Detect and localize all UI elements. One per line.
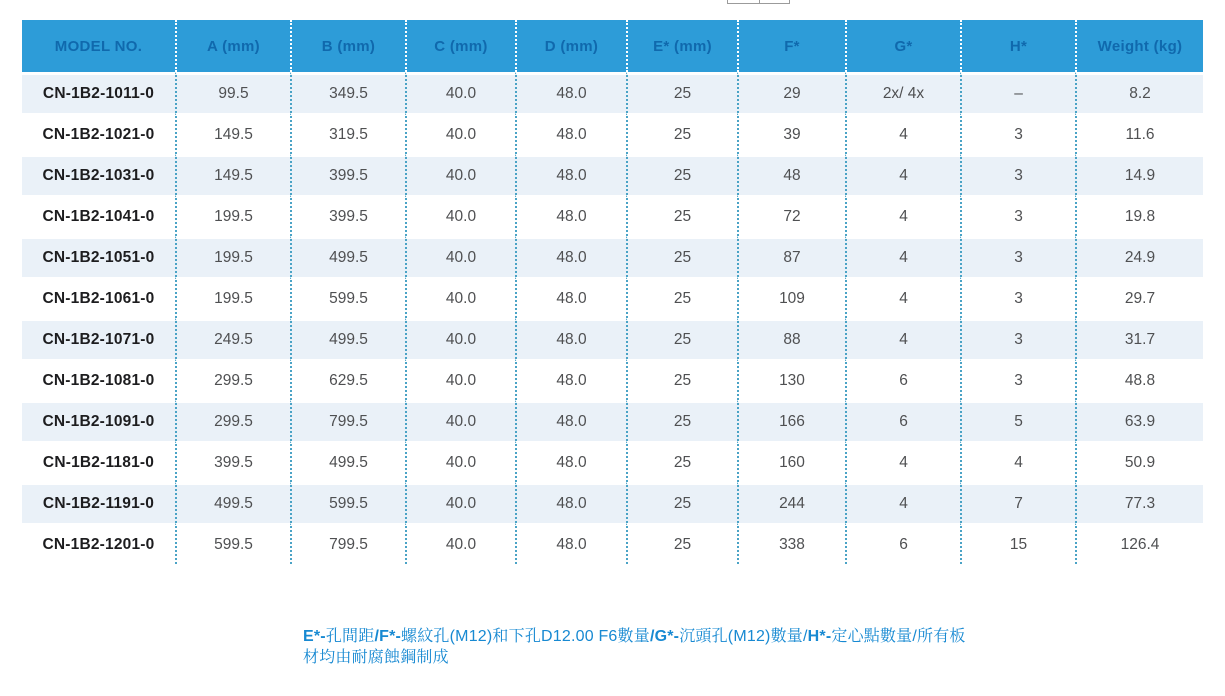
value-cell: 249.5 — [175, 318, 290, 359]
column-header-d: D (mm) — [515, 20, 626, 72]
model-cell: CN-1B2-1041-0 — [22, 195, 175, 236]
footnote-segment: / — [803, 628, 808, 645]
value-cell: 4 — [845, 482, 960, 523]
footnote-segment: F*- — [379, 628, 402, 645]
model-cell: CN-1B2-1061-0 — [22, 277, 175, 318]
value-cell: 48.0 — [515, 236, 626, 277]
footnote-segment: E*- — [303, 628, 326, 645]
cropped-diagram-divider — [759, 0, 760, 3]
value-cell: 77.3 — [1075, 482, 1203, 523]
table-row — [22, 523, 1203, 564]
value-cell: 299.5 — [175, 359, 290, 400]
model-cell: CN-1B2-1081-0 — [22, 359, 175, 400]
value-cell: 599.5 — [290, 277, 405, 318]
value-cell: 11.6 — [1075, 113, 1203, 154]
value-cell: 25 — [626, 154, 737, 195]
value-cell: 40.0 — [405, 195, 515, 236]
value-cell: 3 — [960, 277, 1075, 318]
value-cell: 25 — [626, 113, 737, 154]
value-cell: 25 — [626, 482, 737, 523]
table-row — [22, 236, 1203, 277]
value-cell: 4 — [845, 195, 960, 236]
value-cell: 299.5 — [175, 400, 290, 441]
table-row — [22, 113, 1203, 154]
table-row — [22, 154, 1203, 195]
value-cell: 40.0 — [405, 400, 515, 441]
footnote — [303, 626, 971, 668]
value-cell: 87 — [737, 236, 845, 277]
value-cell: 48.0 — [515, 523, 626, 564]
value-cell: 48.0 — [515, 113, 626, 154]
column-header-h: H* — [960, 20, 1075, 72]
value-cell: 399.5 — [290, 195, 405, 236]
value-cell: – — [960, 72, 1075, 113]
value-cell: 40.0 — [405, 318, 515, 359]
value-cell: 799.5 — [290, 400, 405, 441]
value-cell: 3 — [960, 154, 1075, 195]
model-cell: CN-1B2-1021-0 — [22, 113, 175, 154]
value-cell: 25 — [626, 400, 737, 441]
value-cell: 130 — [737, 359, 845, 400]
value-cell: 24.9 — [1075, 236, 1203, 277]
value-cell: 3 — [960, 318, 1075, 359]
footnote-segment: / — [649, 628, 655, 645]
model-cell: CN-1B2-1181-0 — [22, 441, 175, 482]
value-cell: 7 — [960, 482, 1075, 523]
value-cell: 199.5 — [175, 195, 290, 236]
table-row — [22, 359, 1203, 400]
spec-table — [22, 20, 1203, 564]
value-cell: 48.0 — [515, 72, 626, 113]
model-cell: CN-1B2-1051-0 — [22, 236, 175, 277]
footnote-segment: 定心點數量/所有板材均由耐腐蝕鋼制成 — [303, 628, 966, 666]
value-cell: 40.0 — [405, 236, 515, 277]
footnote-segment: 沉頭孔(M12)數量 — [679, 628, 803, 645]
table-row — [22, 195, 1203, 236]
value-cell: 29.7 — [1075, 277, 1203, 318]
value-cell: 5 — [960, 400, 1075, 441]
model-cell: CN-1B2-1191-0 — [22, 482, 175, 523]
value-cell: 40.0 — [405, 113, 515, 154]
value-cell: 6 — [845, 523, 960, 564]
value-cell: 126.4 — [1075, 523, 1203, 564]
column-header-g: G* — [845, 20, 960, 72]
value-cell: 48.0 — [515, 277, 626, 318]
model-cell: CN-1B2-1011-0 — [22, 72, 175, 113]
value-cell: 399.5 — [175, 441, 290, 482]
value-cell: 40.0 — [405, 277, 515, 318]
value-cell: 499.5 — [175, 482, 290, 523]
value-cell: 15 — [960, 523, 1075, 564]
header-row — [22, 20, 1203, 72]
value-cell: 499.5 — [290, 318, 405, 359]
value-cell: 25 — [626, 277, 737, 318]
footnote-segment: 螺紋孔(M12)和下孔D12.00 F6數量 — [401, 628, 650, 645]
value-cell: 629.5 — [290, 359, 405, 400]
value-cell: 4 — [845, 277, 960, 318]
model-cell: CN-1B2-1031-0 — [22, 154, 175, 195]
value-cell: 199.5 — [175, 236, 290, 277]
value-cell: 25 — [626, 441, 737, 482]
value-cell: 4 — [845, 441, 960, 482]
table-row — [22, 400, 1203, 441]
value-cell: 8.2 — [1075, 72, 1203, 113]
value-cell: 2x/ 4x — [845, 72, 960, 113]
column-header-c: C (mm) — [405, 20, 515, 72]
value-cell: 4 — [845, 154, 960, 195]
value-cell: 3 — [960, 195, 1075, 236]
value-cell: 50.9 — [1075, 441, 1203, 482]
value-cell: 499.5 — [290, 441, 405, 482]
column-header-f: F* — [737, 20, 845, 72]
value-cell: 244 — [737, 482, 845, 523]
value-cell: 149.5 — [175, 113, 290, 154]
value-cell: 799.5 — [290, 523, 405, 564]
value-cell: 6 — [845, 359, 960, 400]
value-cell: 25 — [626, 523, 737, 564]
value-cell: 166 — [737, 400, 845, 441]
value-cell: 4 — [845, 113, 960, 154]
value-cell: 48.0 — [515, 195, 626, 236]
value-cell: 25 — [626, 195, 737, 236]
value-cell: 25 — [626, 359, 737, 400]
value-cell: 3 — [960, 113, 1075, 154]
value-cell: 599.5 — [290, 482, 405, 523]
value-cell: 29 — [737, 72, 845, 113]
value-cell: 48.0 — [515, 400, 626, 441]
value-cell: 319.5 — [290, 113, 405, 154]
column-header-weight: Weight (kg) — [1075, 20, 1203, 72]
value-cell: 149.5 — [175, 154, 290, 195]
value-cell: 25 — [626, 318, 737, 359]
value-cell: 499.5 — [290, 236, 405, 277]
value-cell: 4 — [845, 236, 960, 277]
value-cell: 4 — [845, 318, 960, 359]
value-cell: 72 — [737, 195, 845, 236]
column-header-model: MODEL NO. — [22, 20, 175, 72]
value-cell: 3 — [960, 359, 1075, 400]
value-cell: 99.5 — [175, 72, 290, 113]
value-cell: 48.0 — [515, 441, 626, 482]
value-cell: 599.5 — [175, 523, 290, 564]
footnote-segment: 孔間距 — [325, 628, 375, 645]
value-cell: 48.0 — [515, 154, 626, 195]
spec-table-body — [22, 72, 1203, 564]
model-cell: CN-1B2-1091-0 — [22, 400, 175, 441]
value-cell: 48.8 — [1075, 359, 1203, 400]
cropped-diagram-fragment — [727, 0, 790, 4]
value-cell: 25 — [626, 72, 737, 113]
column-header-e: E* (mm) — [626, 20, 737, 72]
column-header-b: B (mm) — [290, 20, 405, 72]
spec-table-header — [22, 20, 1203, 72]
value-cell: 48.0 — [515, 359, 626, 400]
value-cell: 160 — [737, 441, 845, 482]
table-row — [22, 441, 1203, 482]
table-row — [22, 482, 1203, 523]
value-cell: 40.0 — [405, 482, 515, 523]
table-row — [22, 318, 1203, 359]
value-cell: 19.8 — [1075, 195, 1203, 236]
value-cell: 48.0 — [515, 318, 626, 359]
value-cell: 109 — [737, 277, 845, 318]
value-cell: 14.9 — [1075, 154, 1203, 195]
footnote-segment: G*- — [654, 628, 680, 645]
model-cell: CN-1B2-1071-0 — [22, 318, 175, 359]
column-header-a: A (mm) — [175, 20, 290, 72]
value-cell: 4 — [960, 441, 1075, 482]
value-cell: 39 — [737, 113, 845, 154]
value-cell: 399.5 — [290, 154, 405, 195]
footnote-segment: / — [374, 628, 380, 645]
value-cell: 6 — [845, 400, 960, 441]
value-cell: 40.0 — [405, 523, 515, 564]
table-row — [22, 72, 1203, 113]
value-cell: 40.0 — [405, 441, 515, 482]
value-cell: 63.9 — [1075, 400, 1203, 441]
value-cell: 48.0 — [515, 482, 626, 523]
model-cell: CN-1B2-1201-0 — [22, 523, 175, 564]
value-cell: 25 — [626, 236, 737, 277]
value-cell: 199.5 — [175, 277, 290, 318]
value-cell: 3 — [960, 236, 1075, 277]
value-cell: 40.0 — [405, 72, 515, 113]
table-row — [22, 277, 1203, 318]
footnote-segment: H*- — [807, 628, 832, 645]
value-cell: 40.0 — [405, 359, 515, 400]
value-cell: 48 — [737, 154, 845, 195]
value-cell: 349.5 — [290, 72, 405, 113]
value-cell: 88 — [737, 318, 845, 359]
value-cell: 40.0 — [405, 154, 515, 195]
value-cell: 338 — [737, 523, 845, 564]
value-cell: 31.7 — [1075, 318, 1203, 359]
